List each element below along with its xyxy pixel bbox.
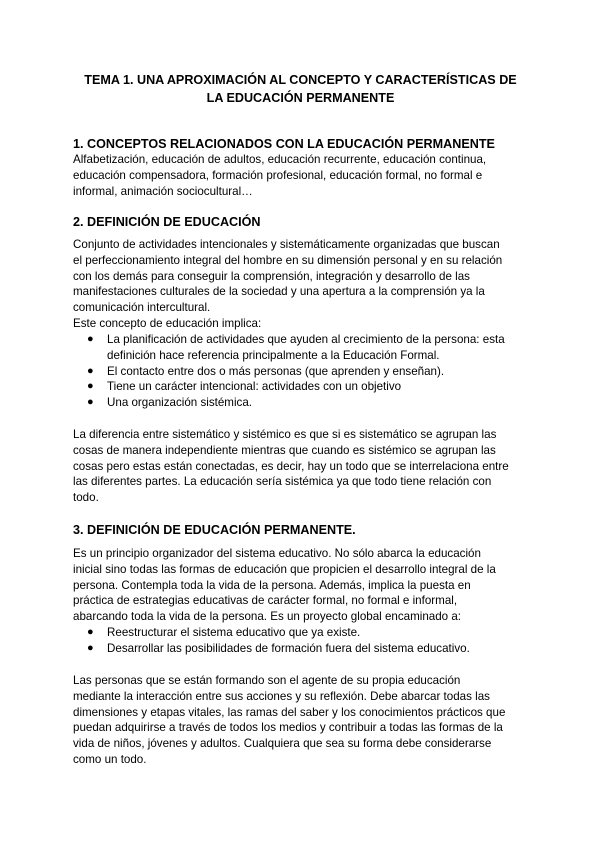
list-item — [73, 332, 528, 364]
text-line: inicial sino todas las formas de educación que propicien el desarrollo integral de la — [73, 562, 496, 576]
list-item-text: Tiene un carácter intencional: actividades con un objetivo — [107, 380, 402, 394]
text-line: persona. Contempla toda la vida de la persona. Además, implica la puesta en — [73, 578, 471, 592]
text-line: mediante la interacción entre sus acciones y su reflexión. Debe abarcar todas las — [73, 689, 490, 703]
text-line: educación compensadora, formación profesional, educación formal, no formal e — [73, 168, 483, 182]
list-item-text: Reestructurar el sistema educativo que ya existe. — [107, 626, 361, 639]
section-2-difference-paragraph — [73, 427, 528, 506]
list-item-text: Una organización sistémica. — [107, 396, 252, 410]
section-3-definition — [73, 546, 528, 625]
title-line-2: LA EDUCACIÓN PERMANENTE — [206, 91, 395, 105]
list-item — [73, 379, 528, 395]
text-line: cosas pero estas están conectadas, es decir, hay un todo que se interrelaciona entre — [73, 459, 509, 473]
section-2-heading: 2. DEFINICIÓN DE EDUCACIÓN — [73, 215, 261, 229]
text-line: como un todo. — [73, 752, 147, 766]
text-line: con los demás para conseguir la comprensión, integración y desarrollo de las — [73, 269, 470, 283]
list-item-text: Desarrollar las posibilidades de formación fuera del sistema educativo. — [107, 641, 470, 655]
section-1-text — [73, 152, 528, 199]
bullet-icon: ● — [87, 364, 94, 377]
text-line: Es un principio organizador del sistema educativo. No sólo abarca la educación — [73, 547, 481, 560]
text-line: dimensiones y etapas vitales, las ramas del saber y los conocimientos prácticos que — [73, 705, 506, 719]
text-line: todo. — [73, 491, 99, 505]
document-title — [73, 71, 528, 107]
list-item — [73, 625, 528, 641]
text-line: Este concepto de educación implica: — [73, 316, 262, 330]
text-line: Alfabetización, educación de adultos, educación recurrente, educación continua, — [73, 153, 487, 166]
text-line: puedan adquirirse a través de todos los medios y contribuir a todas las formas de la — [73, 721, 503, 735]
text-line: vida de niños, jóvenes y adultos. Cualquiera que sea su forma debe considerarse — [73, 737, 492, 751]
section-2-bullet-list — [73, 332, 528, 411]
text-line: las diferentes partes. La educación sería sistémica ya que todo tiene relación con — [73, 475, 492, 489]
text-line: el perfeccionamiento integral del hombre en su dimensión personal y en su relación — [73, 253, 503, 267]
section-3-closing-paragraph — [73, 673, 528, 768]
bullet-icon: ● — [87, 641, 94, 654]
text-line: informal, animación sociocultural… — [73, 184, 253, 198]
text-line: práctica de estrategias educativas de carácter formal, no formal e informal, — [73, 594, 458, 608]
list-item-text: El contacto entre dos o más personas (que aprenden y enseñan). — [107, 364, 445, 378]
bullet-icon: ● — [87, 626, 94, 638]
list-item — [73, 395, 528, 411]
list-item-text-continued: definición hace referencia principalmente a la Educación Formal. — [107, 348, 440, 362]
section-2-definition — [73, 237, 528, 332]
bullet-icon: ● — [87, 380, 94, 393]
title-line-1: TEMA 1. UNA APROXIMACIÓN AL CONCEPTO Y CARACTERÍSTICAS DE — [84, 73, 517, 87]
section-1-heading: 1. CONCEPTOS RELACIONADOS CON LA EDUCACIÓN PERMANENTE — [73, 137, 495, 151]
text-line: comunicación intercultural. — [73, 301, 211, 315]
bullet-icon: ● — [87, 396, 94, 409]
text-line: cosas de manera independiente mientras que cuando es sistémico se agrupan las — [73, 443, 496, 457]
text-line: manifestaciones culturales de la sociedad y una apertura a la comprensión ya la — [73, 285, 485, 299]
section-3-heading: 3. DEFINICIÓN DE EDUCACIÓN PERMANENTE. — [73, 523, 356, 537]
text-line: Conjunto de actividades intencionales y sistemáticamente organizadas que buscan — [73, 238, 500, 251]
text-line: abarcando toda la vida de la persona. Es un proyecto global encaminado a: — [73, 610, 462, 624]
list-item — [73, 641, 528, 657]
list-item-text: La planificación de actividades que ayuden al crecimiento de la persona: esta — [107, 333, 505, 346]
text-line: La diferencia entre sistemático y sistémico es que si es sistemático se agrupan las — [73, 428, 497, 441]
list-item — [73, 364, 528, 380]
bullet-icon: ● — [87, 333, 94, 345]
section-3-bullet-list — [73, 625, 528, 657]
text-line: Las personas que se están formando son el agente de su propia educación — [73, 674, 461, 687]
